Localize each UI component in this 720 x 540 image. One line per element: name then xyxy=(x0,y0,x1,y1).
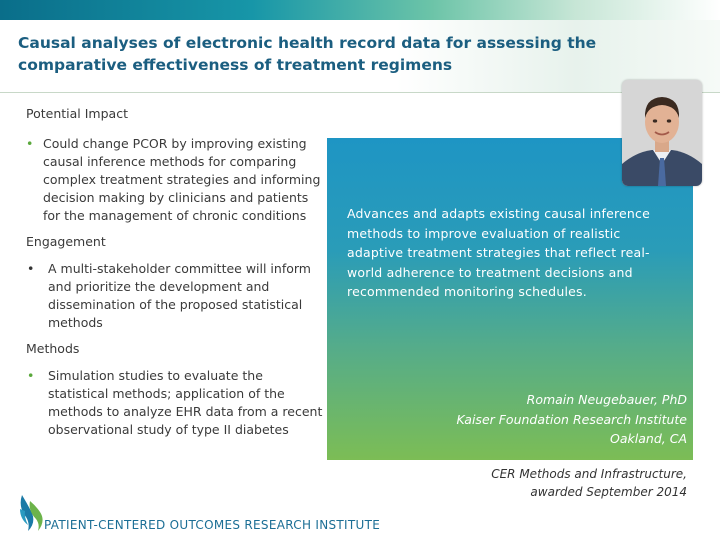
bullet-dot-icon: • xyxy=(27,368,35,383)
bullet-dot-icon: • xyxy=(27,261,35,276)
engagement-bullet xyxy=(26,260,326,332)
engagement-bullet-text: A multi-stakeholder committee will inform and prioritize the development and dissemination of the proposed statistical methods xyxy=(48,261,311,330)
investigator-credit xyxy=(457,390,687,449)
left-column xyxy=(26,105,326,439)
methods-bullet-text: Simulation studies to evaluate the statistical methods; application of the methods to analyze EHR data from a recent observational study of type II diabetes xyxy=(48,368,323,437)
slide-title: Causal analyses of electronic health record data for assessing the comparative effectiveness of treatment regimens xyxy=(18,34,597,74)
title-divider xyxy=(0,92,720,93)
award-date: awarded September 2014 xyxy=(530,485,687,499)
methods-bullet xyxy=(26,367,326,439)
institution-name: Kaiser Foundation Research Institute xyxy=(456,411,687,427)
impact-bullet xyxy=(26,135,326,225)
project-description: Advances and adapts existing causal inference methods to improve evaluation of realistic adaptive treatment strategies that reflect real-world adherence to treatment decisions and recommended monitoring schedules. xyxy=(347,206,651,299)
engagement-heading: Engagement xyxy=(26,234,106,249)
impact-bullet-text: Could change PCOR by improving existing causal inference methods for comparing complex treatment strategies and informing decision making by clinicians and patients for the management of chronic conditions xyxy=(43,136,321,223)
impact-heading: Potential Impact xyxy=(26,106,128,121)
award-program: CER Methods and Infrastructure, xyxy=(491,467,687,481)
investigator-photo xyxy=(622,80,702,186)
top-gradient-bar xyxy=(0,0,720,20)
institution-location: Oakland, CA xyxy=(610,431,687,446)
portrait-image xyxy=(622,80,702,186)
investigator-name: Romain Neugebauer, PhD xyxy=(526,392,687,407)
logo-wordmark: PATIENT-CENTERED OUTCOMES RESEARCH INSTITUTE xyxy=(44,518,381,532)
methods-heading: Methods xyxy=(26,341,80,356)
bullet-dot-icon: • xyxy=(26,136,34,151)
award-info xyxy=(491,465,687,501)
